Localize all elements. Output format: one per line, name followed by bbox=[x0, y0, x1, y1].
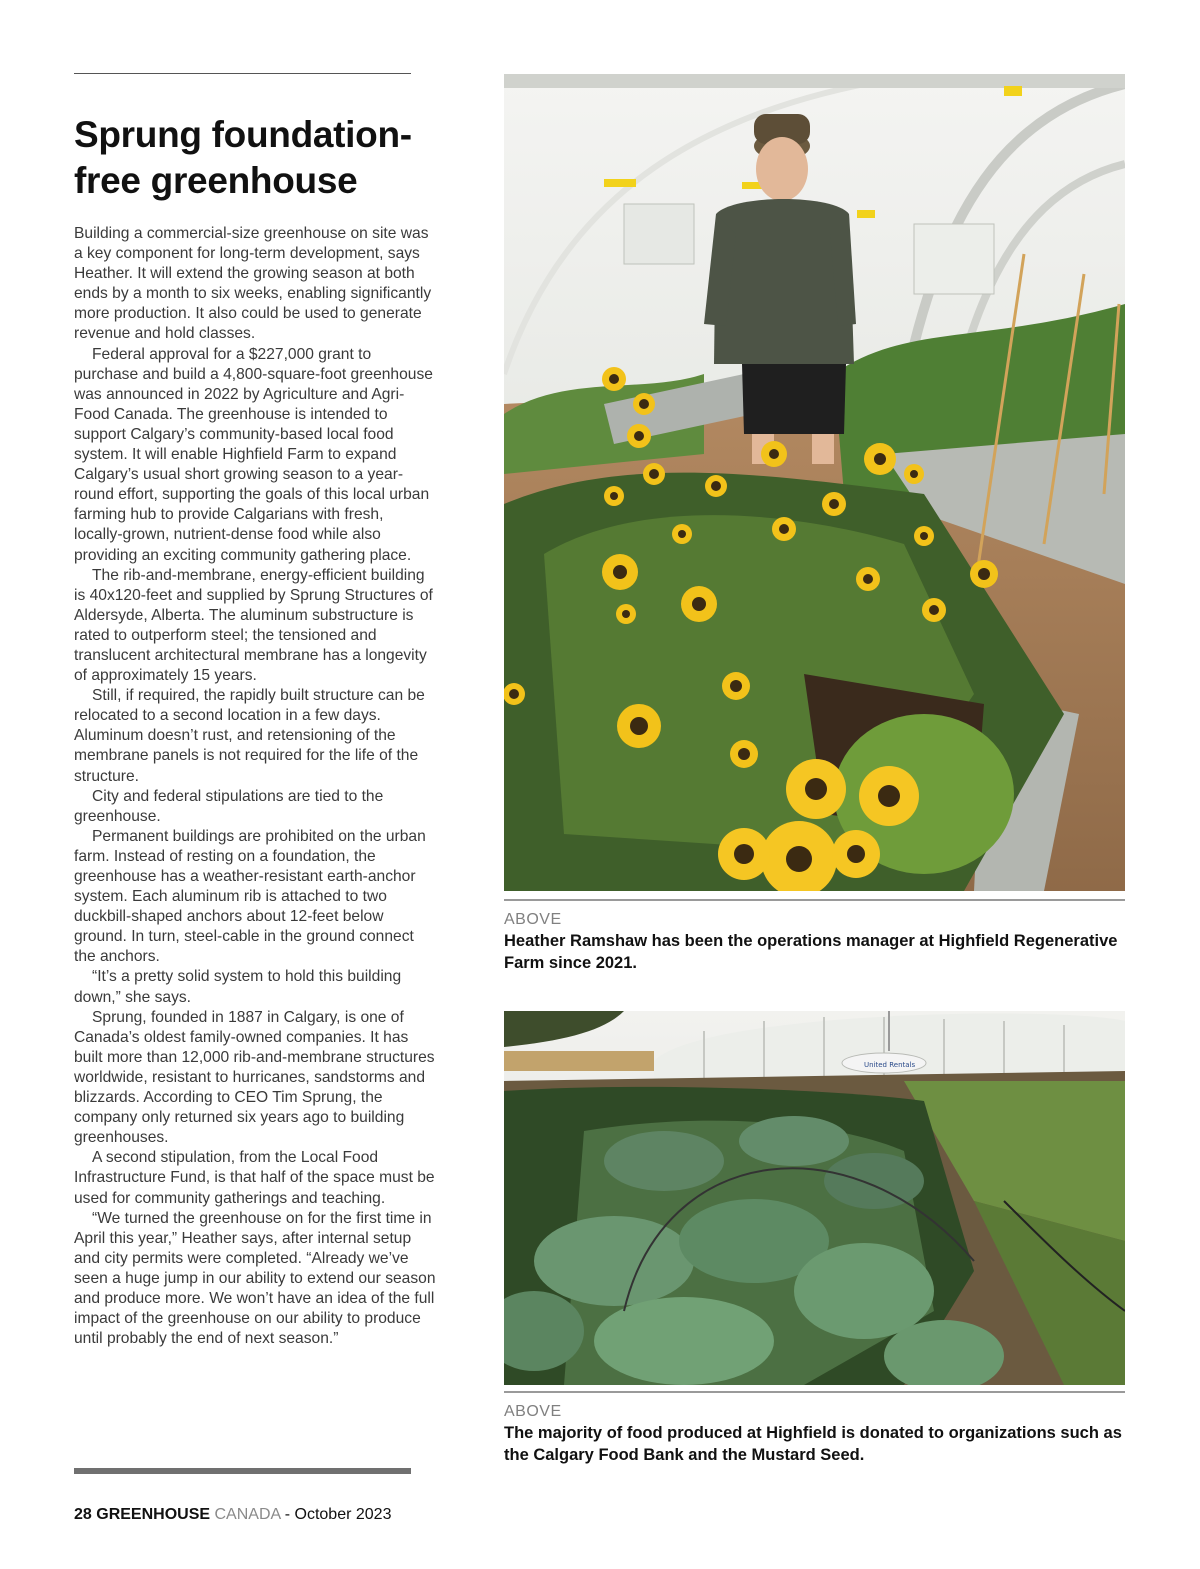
paragraph-9: A second stipulation, from the Local Food Infrastructure Fund, is that half of the space must be used for community gatherings and teaching. bbox=[74, 1149, 435, 1207]
caption-rule-2 bbox=[504, 1391, 1125, 1393]
photo-greenhouse-manager-image bbox=[504, 74, 1125, 891]
caption-rule-1 bbox=[504, 899, 1125, 901]
paragraph-5: City and federal stipulations are tied to the greenhouse. bbox=[74, 787, 384, 825]
article-title: Sprung foundation-free greenhouse bbox=[74, 114, 412, 201]
paragraph-7: “It’s a pretty solid system to hold this building down,” she says. bbox=[74, 968, 402, 1006]
caption-1: Heather Ramshaw has been the operations manager at Highfield Regenerative Farm since 2021. bbox=[504, 932, 1118, 972]
paragraph-6: Permanent buildings are prohibited on the urban farm. Instead of resting on a foundation, the greenhouse has a weather-resistant earth-anchor system. Each aluminum rib is attached to two duckbill-shaped anchors about 12-feet below ground. In turn, steel-cable in the ground connect the anchors. bbox=[74, 827, 426, 966]
rentals-sign: United Rentals bbox=[864, 1061, 916, 1069]
issue-date: October 2023 bbox=[294, 1506, 392, 1523]
article-body bbox=[74, 224, 436, 1349]
paragraph-8: Sprung, founded in 1887 in Calgary, is one of Canada’s oldest family-owned companies. It has built more than 12,000 rib-and-membrane structures worldwide, resistant to hurricanes, sandstorms and blizzards. According to CEO Tim Sprung, the company only returned six years ago to building greenhouses. bbox=[74, 1008, 435, 1147]
page-footer bbox=[74, 1505, 391, 1525]
paragraph-4: Still, if required, the rapidly built structure can be relocated to a second location in a few days. Aluminum doesn’t rust, and retensioning of the membrane panels is not required for the life of the structure. bbox=[74, 687, 425, 785]
magazine-subtitle: CANADA bbox=[214, 1506, 281, 1523]
photo-field-crops-image bbox=[504, 1011, 1125, 1385]
paragraph-10: “We turned the greenhouse on for the first time in April this year,” Heather says, after internal setup and city permits were completed. “Already we’ve seen a huge jump in our ability to extend our season and produce more. We won’t have an idea of the full impact of the greenhouse on our ability to produce until probably the end of next season.” bbox=[74, 1209, 436, 1348]
paragraph-1: Building a commercial-size greenhouse on site was a key component for long-term development, says Heather. It will extend the growing season at both ends by a month to six weeks, enabling significantly more production. It also could be used to generate revenue and hold classes. bbox=[74, 225, 432, 343]
paragraph-2: Federal approval for a $227,000 grant to purchase and build a 4,800-square-foot greenhouse was announced in 2022 by Agriculture and Agri-Food Canada. The greenhouse is intended to support Calgary’s community-based local food system. It will enable Highfield Farm to expand Calgary’s usual short growing season to a year-round effort, supporting the goals of this local urban farming hub to provide Calgarians with fresh, locally-grown, nutrient-dense food while also providing an exciting community gathering place. bbox=[74, 345, 433, 564]
caption-2: The majority of food produced at Highfield is donated to organizations such as the Calgary Food Bank and the Mustard Seed. bbox=[504, 1424, 1122, 1464]
photo-greenhouse-manager bbox=[504, 74, 1125, 891]
photo-field-crops bbox=[504, 1011, 1125, 1385]
paragraph-3: The rib-and-membrane, energy-efficient building is 40x120-feet and supplied by Sprung Structures of Aldersyde, Alberta. The aluminum substructure is rated to outperform steel; the tensioned and translucent architectural membrane has a longevity of approximately 15 years. bbox=[74, 566, 433, 685]
magazine-name: GREENHOUSE bbox=[96, 1506, 211, 1523]
top-rule bbox=[74, 73, 411, 74]
bottom-rule bbox=[74, 1468, 411, 1474]
caption-label-1: ABOVE bbox=[504, 911, 562, 928]
page-number: 28 bbox=[74, 1506, 92, 1523]
footer-separator: - bbox=[280, 1506, 295, 1523]
caption-label-2: ABOVE bbox=[504, 1403, 562, 1420]
